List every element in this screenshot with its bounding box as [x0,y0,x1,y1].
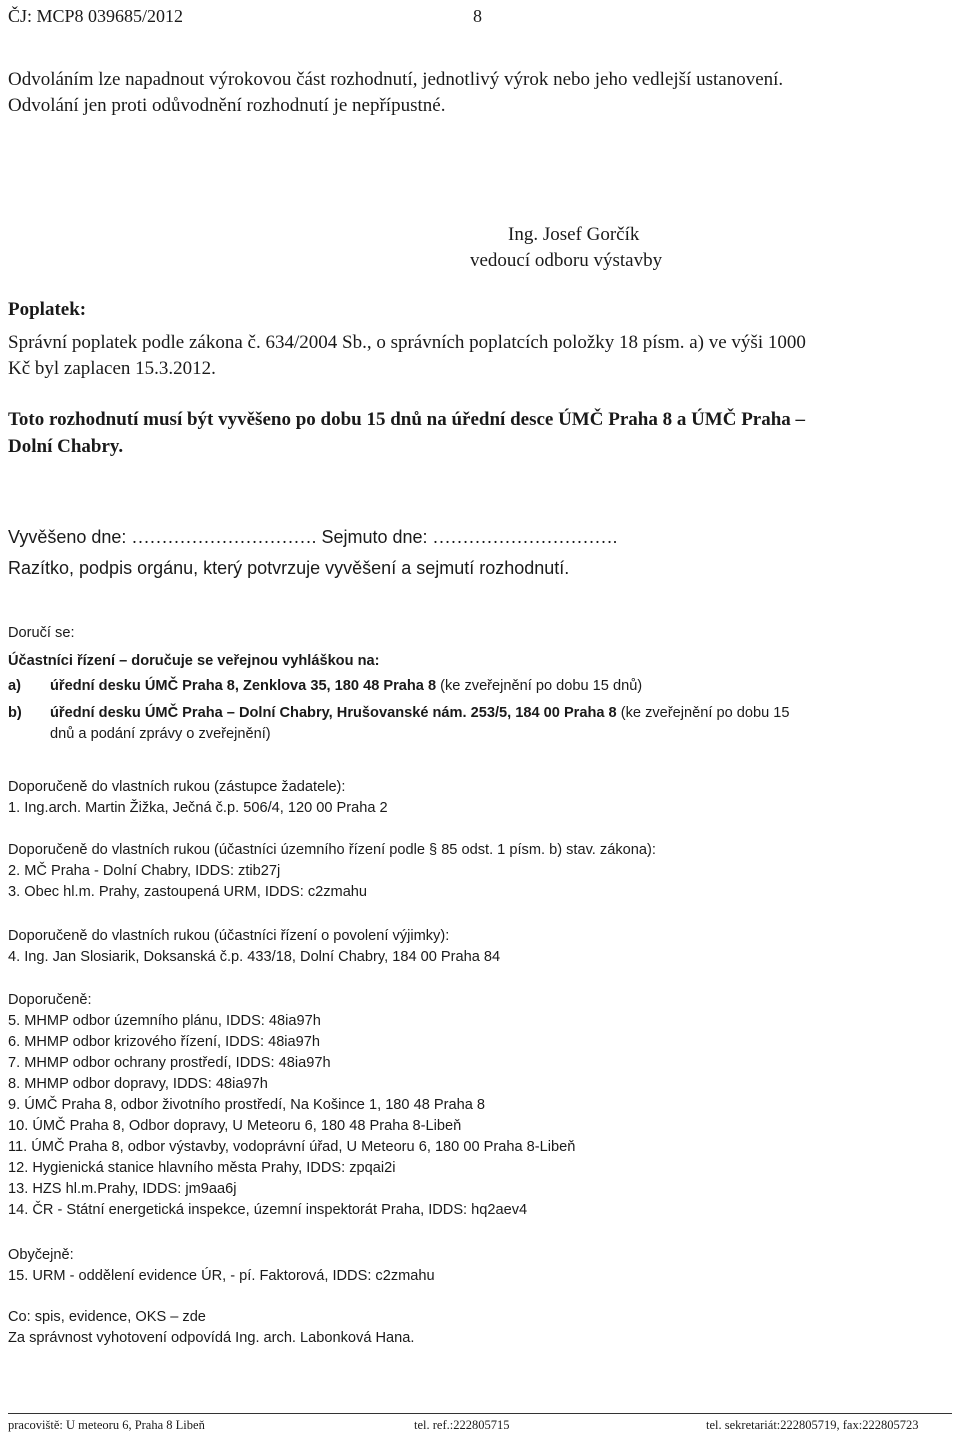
group-heading: Doporučeně do vlastních rukou (zástupce žadatele): [8,779,346,795]
item-b-line-2: dnů a podání zprávy o zveřejnění) [50,726,271,742]
appeal-line-1: Odvoláním lze napadnout výrokovou část rozhodnutí, jednotlivý výrok nebo jeho vedlejší ustanovení. [8,69,784,90]
group-registered [8,990,575,1221]
group-zoning-participants [8,840,656,903]
item-b-bold: úřední desku ÚMČ Praha – Dolní Chabry, Hrušovanské nám. 253/5, 184 00 Praha 8 [50,705,617,721]
posted-date-blank: ………………………… [131,527,312,547]
signatory-name: Ing. Josef Gorčík [508,224,640,245]
group-exemption-participants [8,926,500,968]
recipient-item: 12. Hygienická stanice hlavního města Prahy, IDDS: zpqai2i [8,1160,396,1176]
posting-end: . [612,527,618,547]
fee-heading: Poplatek: [8,299,87,320]
posted-label: Vyvěšeno dne: [8,527,127,547]
signatory-role: vedoucí odboru výstavby [470,250,663,271]
fee-line-1: Správní poplatek podle zákona č. 634/2004 Sb., o správních poplatcích položky 18 písm. a) ve výši 1000 [8,332,806,353]
recipient-item: 6. MHMP odbor krizového řízení, IDDS: 48ia97h [8,1034,321,1050]
item-a-rest: (ke zveřejnění po dobu 15 dnů) [436,678,643,694]
delivery-item-b [8,703,790,724]
group-heading: Doporučeně do vlastních rukou (účastníci územního řízení podle § 85 odst. 1 písm. b) stav. zákona): [8,842,656,858]
posting-line [8,527,618,548]
group-heading: Doporučeně: [8,992,92,1008]
notice-line-1: Toto rozhodnutí musí být vyvěšeno po dobu 15 dnů na úřední desce ÚMČ Praha 8 a ÚMČ Praha – [8,409,806,430]
recipient-item: 10. ÚMČ Praha 8, Odbor dopravy, U Meteoru 6, 180 48 Praha 8-Libeň [8,1118,462,1134]
delivery-heading: Doručí se: [8,625,75,641]
group-heading: Doporučeně do vlastních rukou (účastníci řízení o povolení výjimky): [8,928,450,944]
recipient-item: 13. HZS hl.m.Prahy, IDDS: jm9aa6j [8,1181,237,1197]
group-legal-rep [8,777,388,819]
recipient-item: 8. MHMP odbor dopravy, IDDS: 48ia97h [8,1076,268,1092]
item-a-bold: úřední desku ÚMČ Praha 8, Zenklova 35, 180 48 Praha 8 [50,678,437,694]
recipient-item: 9. ÚMČ Praha 8, odbor životního prostředí, Na Košince 1, 180 48 Praha 8 [8,1097,485,1113]
recipient-item: 5. MHMP odbor územního plánu, IDDS: 48ia97h [8,1013,321,1029]
stamp-note: Razítko, podpis orgánu, který potvrzuje vyvěšení a sejmutí rozhodnutí. [8,558,570,578]
group-heading: Obyčejně: [8,1247,74,1263]
item-b-rest: (ke zveřejnění po dobu 15 [616,705,790,721]
notice-line-2: Dolní Chabry. [8,436,124,457]
page-number: 8 [473,6,482,26]
participants-heading: Účastníci řízení – doručuje se veřejnou vyhláškou na: [8,653,380,669]
footer-phone-ref: tel. ref.:222805715 [414,1418,510,1432]
recipient-item: 2. MČ Praha - Dolní Chabry, IDDS: ztib27j [8,863,281,879]
recipient-item: 11. ÚMČ Praha 8, odbor výstavby, vodoprávní úřad, U Meteoru 6, 180 00 Praha 8-Libeň [8,1139,576,1155]
item-b-marker: b) [8,705,22,721]
recipient-item: 15. URM - oddělení evidence ÚR, - pí. Faktorová, IDDS: c2zmahu [8,1268,435,1284]
recipient-item: 4. Ing. Jan Slosiarik, Doksanská č.p. 433/18, Dolní Chabry, 184 00 Praha 84 [8,949,501,965]
fee-line-2: Kč byl zaplacen 15.3.2012. [8,358,216,379]
reference-number: ČJ: MCP8 039685/2012 [8,6,184,26]
recipient-item: 7. MHMP odbor ochrany prostředí, IDDS: 48ia97h [8,1055,331,1071]
delivery-item-a [8,676,642,697]
item-a-marker: a) [8,678,21,694]
recipient-item: 1. Ing.arch. Martin Žižka, Ječná č.p. 506/4, 120 00 Praha 2 [8,800,388,816]
copies-note: Co: spis, evidence, OKS – zde [8,1309,206,1325]
group-ordinary [8,1245,435,1287]
removed-date-blank: ………………………… [432,527,613,547]
removed-label: . Sejmuto dne: [311,527,428,547]
responsible-note: Za správnost vyhotovení odpovídá Ing. arch. Labonková Hana. [8,1330,415,1346]
footer-rule [8,1413,952,1414]
recipient-item: 14. ČR - Státní energetická inspekce, územní inspektorát Praha, IDDS: hq2aev4 [8,1202,528,1218]
footer-workplace: pracoviště: U meteoru 6, Praha 8 Libeň [8,1418,205,1432]
footer-phone-secretariat: tel. sekretariát:222805719, fax:222805723 [706,1418,919,1432]
recipient-item: 3. Obec hl.m. Prahy, zastoupená URM, IDDS: c2zmahu [8,884,368,900]
appeal-line-2: Odvolání jen proti odůvodnění rozhodnutí je nepřípustné. [8,95,446,116]
